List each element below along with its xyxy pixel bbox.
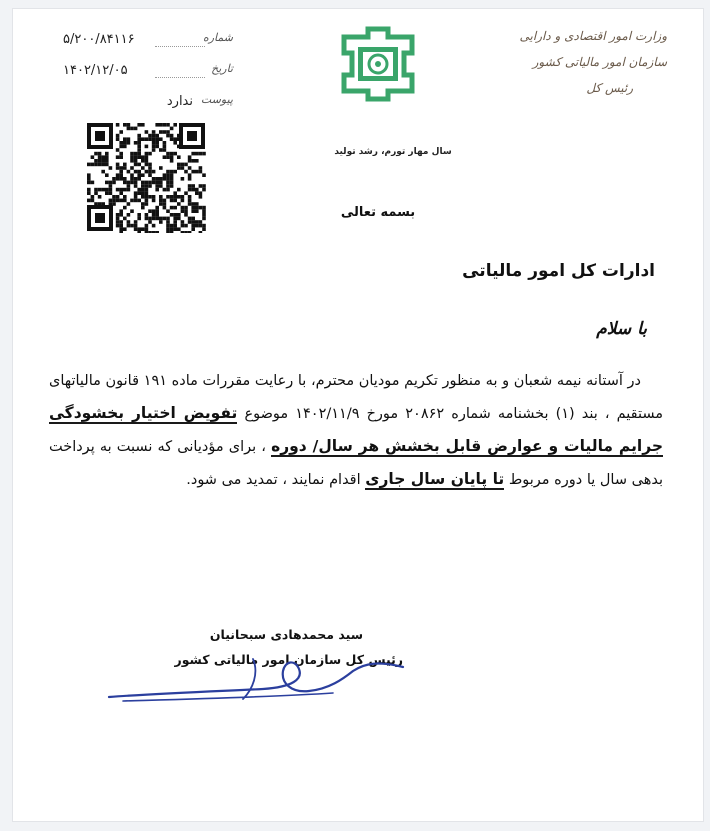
letter-date-row: [63, 62, 233, 84]
besmellah-heading: بسمه تعالی: [340, 205, 416, 220]
body-text-part-2: ، برای مؤدیانی که نسبت به پرداخت بدهی سال یا دوره مربوط: [49, 439, 663, 488]
dotted-line: [155, 77, 205, 78]
dotted-line: [155, 46, 205, 47]
qr-code-icon: [85, 121, 207, 233]
letter-date-label: تاریخ: [211, 62, 233, 75]
letter-page: [12, 8, 704, 822]
recipient-heading: ادارات کل امور مالیاتی: [462, 261, 655, 281]
letter-attachment-label: پیوست: [200, 93, 233, 106]
ministry-name-line: وزارت امور اقتصادی و دارایی: [519, 29, 667, 43]
year-slogan: سال مهار تورم، رشد تولید: [334, 147, 452, 157]
letter-date-value: ۱۴۰۲/۱۲/۰۵: [63, 63, 128, 78]
letter-number-value: ۵/۲۰۰/۸۴۱۱۶: [63, 32, 135, 47]
signer-title: رئیس کل سازمان امور مالیاتی کشور: [174, 652, 403, 667]
body-text-part-3: اقدام نمایند ، تمدید می شود.: [186, 472, 361, 488]
body-text-part-1: در آستانه نیمه شعبان و به منظور تکریم مودیان محترم، با رعایت مقررات ماده ۱۹۱ قانون مالیاتهای مستقیم ، بند (۱) بخشنامه شماره ۲۰۸۶۲ مورخ ۱۴۰۲/۱۱/۹ موضوع: [49, 373, 664, 422]
letter-number-label: شماره: [202, 31, 233, 44]
signature-icon: [103, 649, 413, 709]
signer-name: سید محمدهادی سبحانیان: [209, 627, 363, 642]
body-highlight-deadline: تا پایان سال جاری: [365, 470, 505, 488]
organization-name-line: سازمان امور مالیاتی کشور: [532, 55, 667, 69]
letter-number-row: [63, 31, 233, 53]
letter-attachment-value: ندارد: [166, 94, 193, 109]
tax-organization-logo-icon: [338, 23, 418, 105]
office-title-line: رئیس کل: [586, 81, 633, 95]
salutation: با سلام: [596, 319, 647, 339]
body-highlight-amnesty: تفویض اختیار بخشودگی جرایم مالیات و عوارض قابل بخشش هر سال/ دوره: [49, 404, 664, 455]
letter-body: [49, 365, 663, 496]
letter-attachment-row: [63, 93, 233, 115]
